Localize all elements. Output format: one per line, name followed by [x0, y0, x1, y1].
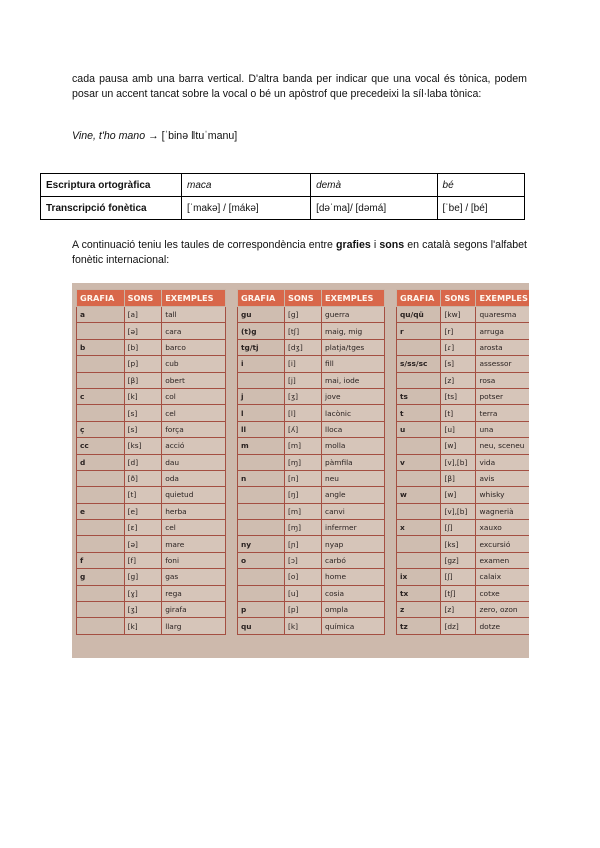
- ipa-table-2: [237, 289, 385, 635]
- example-line: [72, 130, 237, 142]
- table-cell: bé: [437, 174, 524, 197]
- sons-cell: [k]: [124, 388, 162, 404]
- grafia-cell: [77, 520, 125, 536]
- table-row: [77, 454, 226, 470]
- exemple-cell: tall: [162, 307, 226, 323]
- column-header: GRAFIA: [238, 290, 285, 307]
- grafia-cell: [77, 602, 125, 618]
- example-sentence: Vine, t'ho mano: [72, 130, 146, 142]
- example-transcription: [ˈbinə ‖tuˈmanu]: [161, 130, 238, 142]
- exemple-cell: whisky: [476, 487, 529, 503]
- sons-cell: [i]: [284, 356, 321, 372]
- table-row: [397, 552, 530, 568]
- grafia-cell: [238, 569, 285, 585]
- sons-cell: [ʃ]: [441, 520, 476, 536]
- grafia-cell: [77, 372, 125, 388]
- table-row: [238, 470, 385, 486]
- sons-cell: [tʃ]: [441, 585, 476, 601]
- sons-cell: [e]: [124, 503, 162, 519]
- table-row: [397, 470, 530, 486]
- sons-cell: [ʃ]: [441, 569, 476, 585]
- table-row: [397, 503, 530, 519]
- header-row: [238, 290, 385, 307]
- table-row: [77, 405, 226, 421]
- column-header: EXEMPLES: [162, 290, 226, 307]
- table-row: [238, 487, 385, 503]
- exemple-cell: infermer: [322, 520, 385, 536]
- sons-cell: [ɛ]: [124, 520, 162, 536]
- sons-cell: [p]: [284, 602, 321, 618]
- intro-paragraph: cada pausa amb una barra vertical. D'altra banda per indicar que una vocal és tònica, podem posar un accent tancat sobre la vocal o bé un apòstrof que precedeixi la síl·laba tònica:: [72, 73, 527, 100]
- table-row: [41, 197, 525, 220]
- table-row: [397, 585, 530, 601]
- grafia-cell: ix: [397, 569, 441, 585]
- table-row: [77, 585, 226, 601]
- table-row: [397, 372, 530, 388]
- exemple-cell: llarg: [162, 618, 226, 634]
- exemple-cell: carbó: [322, 552, 385, 568]
- table-row: [77, 388, 226, 404]
- sons-cell: [k]: [124, 618, 162, 634]
- bold-sons: sons: [379, 239, 405, 251]
- table-row: [238, 536, 385, 552]
- table-row: [397, 339, 530, 355]
- table-row: [397, 536, 530, 552]
- exemple-cell: quietud: [162, 487, 226, 503]
- exemple-cell: angle: [322, 487, 385, 503]
- sons-cell: [ʒ]: [124, 602, 162, 618]
- exemple-cell: canvi: [322, 503, 385, 519]
- exemple-cell: gas: [162, 569, 226, 585]
- grafia-cell: gu: [238, 307, 285, 323]
- grafia-cell: ny: [238, 536, 285, 552]
- table-row: [397, 438, 530, 454]
- sons-cell: [dʒ]: [284, 339, 321, 355]
- table-row: [41, 174, 525, 197]
- column-header: SONS: [441, 290, 476, 307]
- sons-cell: [ɾ]: [441, 339, 476, 355]
- sons-cell: [m]: [284, 503, 321, 519]
- table-cell: maca: [182, 174, 311, 197]
- table-row: [238, 388, 385, 404]
- exemple-cell: cotxe: [476, 585, 529, 601]
- table-row: [77, 520, 226, 536]
- sons-cell: [ɔ]: [284, 552, 321, 568]
- grafia-cell: u: [397, 421, 441, 437]
- table-row: [77, 503, 226, 519]
- grafia-cell: ll: [238, 421, 285, 437]
- ipa-table-3: [396, 289, 529, 635]
- sons-cell: [j]: [284, 372, 321, 388]
- table-row: [77, 552, 226, 568]
- sons-cell: [ɱ]: [284, 520, 321, 536]
- exemple-cell: rosa: [476, 372, 529, 388]
- table-row: [397, 487, 530, 503]
- grafia-cell: qu/qü: [397, 307, 441, 323]
- sons-cell: [f]: [124, 552, 162, 568]
- table-row: [77, 470, 226, 486]
- grafia-cell: s/ss/sc: [397, 356, 441, 372]
- exemple-cell: neu, sceneu: [476, 438, 529, 454]
- grafia-cell: e: [77, 503, 125, 519]
- sons-cell: [ɲ]: [284, 536, 321, 552]
- exemple-cell: una: [476, 421, 529, 437]
- exemple-cell: guerra: [322, 307, 385, 323]
- table-row: [397, 307, 530, 323]
- grafia-cell: [77, 356, 125, 372]
- exemple-cell: foni: [162, 552, 226, 568]
- exemple-cell: wagnerià: [476, 503, 529, 519]
- sons-cell: [r]: [441, 323, 476, 339]
- grafia-cell: tx: [397, 585, 441, 601]
- exemple-cell: nyap: [322, 536, 385, 552]
- transcription-table: [40, 173, 525, 220]
- exemple-cell: dotze: [476, 618, 529, 634]
- table-row: [397, 388, 530, 404]
- sons-cell: [g]: [124, 569, 162, 585]
- table-row: [238, 356, 385, 372]
- grafia-cell: [238, 454, 285, 470]
- sons-cell: [n]: [284, 470, 321, 486]
- row-label: Transcripció fonètica: [41, 197, 182, 220]
- exemple-cell: arruga: [476, 323, 529, 339]
- grafia-cell: t: [397, 405, 441, 421]
- exemple-cell: ompla: [322, 602, 385, 618]
- sons-cell: [tʃ]: [284, 323, 321, 339]
- column-header: SONS: [284, 290, 321, 307]
- exemple-cell: home: [322, 569, 385, 585]
- sons-cell: [ɱ]: [284, 454, 321, 470]
- sons-cell: [ɣ]: [124, 585, 162, 601]
- grafia-cell: c: [77, 388, 125, 404]
- grafia-cell: z: [397, 602, 441, 618]
- sons-cell: [ʒ]: [284, 388, 321, 404]
- exemple-cell: avis: [476, 470, 529, 486]
- sons-cell: [b]: [124, 339, 162, 355]
- table-row: [77, 487, 226, 503]
- text-after: en català segons l'alfabet fonètic internacional:: [72, 239, 527, 266]
- sons-cell: [v],[b]: [441, 503, 476, 519]
- exemple-cell: excursió: [476, 536, 529, 552]
- grafia-cell: [238, 520, 285, 536]
- table-row: [238, 552, 385, 568]
- exemple-cell: cosia: [322, 585, 385, 601]
- column-header: GRAFIA: [397, 290, 441, 307]
- exemple-cell: assessor: [476, 356, 529, 372]
- table-cell: demà: [311, 174, 437, 197]
- sons-cell: [ə]: [124, 323, 162, 339]
- table-row: [238, 520, 385, 536]
- sons-cell: [d]: [124, 454, 162, 470]
- table-cell: [dəˈma]/ [dəmá]: [311, 197, 437, 220]
- sons-cell: [ŋ]: [284, 487, 321, 503]
- table-row: [77, 602, 226, 618]
- sons-cell: [v],[b]: [441, 454, 476, 470]
- table-row: [397, 405, 530, 421]
- table-row: [238, 323, 385, 339]
- grafia-cell: [397, 503, 441, 519]
- grafia-cell: [397, 339, 441, 355]
- exemple-cell: cel: [162, 405, 226, 421]
- exemple-cell: maig, mig: [322, 323, 385, 339]
- table-row: [238, 339, 385, 355]
- bold-grafies: grafies: [336, 239, 371, 251]
- exemple-cell: lloca: [322, 421, 385, 437]
- grafia-cell: [77, 470, 125, 486]
- exemple-cell: girafa: [162, 602, 226, 618]
- column-header: GRAFIA: [77, 290, 125, 307]
- grafia-cell: [397, 552, 441, 568]
- grafia-cell: p: [238, 602, 285, 618]
- table-row: [397, 520, 530, 536]
- exemple-cell: col: [162, 388, 226, 404]
- exemple-cell: examen: [476, 552, 529, 568]
- sons-cell: [g]: [284, 307, 321, 323]
- sons-cell: [s]: [124, 421, 162, 437]
- ipa-tables-photo: [72, 283, 529, 658]
- grafia-cell: i: [238, 356, 285, 372]
- sons-cell: [t]: [441, 405, 476, 421]
- sons-cell: [ʎ]: [284, 421, 321, 437]
- sons-cell: [u]: [284, 585, 321, 601]
- table-row: [238, 618, 385, 634]
- sons-cell: [ts]: [441, 388, 476, 404]
- grafia-cell: a: [77, 307, 125, 323]
- grafia-cell: (t)g: [238, 323, 285, 339]
- grafia-cell: n: [238, 470, 285, 486]
- exemple-cell: mai, iode: [322, 372, 385, 388]
- sons-cell: [s]: [124, 405, 162, 421]
- exemple-cell: vida: [476, 454, 529, 470]
- grafia-cell: [77, 536, 125, 552]
- column-header: EXEMPLES: [322, 290, 385, 307]
- exemple-cell: oda: [162, 470, 226, 486]
- grafia-cell: [77, 585, 125, 601]
- exemple-cell: jove: [322, 388, 385, 404]
- exemple-cell: zero, ozon: [476, 602, 529, 618]
- grafia-cell: [397, 470, 441, 486]
- table-row: [397, 618, 530, 634]
- text-before: A continuació teniu les taules de correspondència entre: [72, 239, 337, 251]
- table-row: [77, 323, 226, 339]
- exemple-cell: barco: [162, 339, 226, 355]
- arrow: →: [148, 130, 159, 142]
- grafia-cell: tz: [397, 618, 441, 634]
- table-row: [397, 356, 530, 372]
- grafia-cell: b: [77, 339, 125, 355]
- grafia-cell: qu: [238, 618, 285, 634]
- grafia-cell: o: [238, 552, 285, 568]
- grafia-cell: [77, 323, 125, 339]
- grafia-cell: v: [397, 454, 441, 470]
- sons-cell: [ð]: [124, 470, 162, 486]
- grafia-cell: cc: [77, 438, 125, 454]
- table-row: [238, 454, 385, 470]
- table-row: [238, 569, 385, 585]
- exemple-cell: dau: [162, 454, 226, 470]
- table-row: [77, 372, 226, 388]
- exemple-cell: platja/tges: [322, 339, 385, 355]
- exemple-cell: fill: [322, 356, 385, 372]
- grafia-cell: [238, 372, 285, 388]
- grafia-cell: w: [397, 487, 441, 503]
- grafia-cell: [77, 618, 125, 634]
- grafia-cell: [397, 438, 441, 454]
- table-row: [397, 323, 530, 339]
- sons-cell: [o]: [284, 569, 321, 585]
- sons-cell: [z]: [441, 602, 476, 618]
- table-row: [77, 339, 226, 355]
- table-row: [238, 307, 385, 323]
- column-header: EXEMPLES: [476, 290, 529, 307]
- sons-cell: [a]: [124, 307, 162, 323]
- grafia-cell: g: [77, 569, 125, 585]
- header-row: [77, 290, 226, 307]
- grafia-cell: x: [397, 520, 441, 536]
- sons-cell: [z]: [441, 372, 476, 388]
- table-row: [238, 503, 385, 519]
- exemple-cell: quaresma: [476, 307, 529, 323]
- table-row: [238, 372, 385, 388]
- grafia-cell: [238, 487, 285, 503]
- intro-tables-paragraph: [72, 238, 527, 268]
- exemple-cell: xauxo: [476, 520, 529, 536]
- grafia-cell: [77, 405, 125, 421]
- table-row: [238, 405, 385, 421]
- grafia-cell: d: [77, 454, 125, 470]
- sons-cell: [gz]: [441, 552, 476, 568]
- sons-cell: [p]: [124, 356, 162, 372]
- grafia-cell: l: [238, 405, 285, 421]
- exemple-cell: cel: [162, 520, 226, 536]
- table-row: [77, 356, 226, 372]
- grafia-cell: [77, 487, 125, 503]
- exemple-cell: força: [162, 421, 226, 437]
- exemple-cell: terra: [476, 405, 529, 421]
- table-cell: [ˈmakə] / [mákə]: [182, 197, 311, 220]
- table-row: [397, 421, 530, 437]
- sons-cell: [w]: [441, 487, 476, 503]
- row-label: Escriptura ortogràfica: [41, 174, 182, 197]
- sons-cell: [β]: [124, 372, 162, 388]
- sons-cell: [u]: [441, 421, 476, 437]
- sons-cell: [ks]: [441, 536, 476, 552]
- exemple-cell: química: [322, 618, 385, 634]
- grafia-cell: [238, 503, 285, 519]
- sons-cell: [β]: [441, 470, 476, 486]
- exemple-cell: cub: [162, 356, 226, 372]
- grafia-cell: [238, 585, 285, 601]
- table-row: [238, 421, 385, 437]
- exemple-cell: herba: [162, 503, 226, 519]
- table-row: [77, 421, 226, 437]
- column-header: SONS: [124, 290, 162, 307]
- table-row: [77, 618, 226, 634]
- grafia-cell: ts: [397, 388, 441, 404]
- exemple-cell: neu: [322, 470, 385, 486]
- table-row: [77, 569, 226, 585]
- table-row: [397, 454, 530, 470]
- sons-cell: [dz]: [441, 618, 476, 634]
- ipa-table-1: [76, 289, 226, 635]
- exemple-cell: calaix: [476, 569, 529, 585]
- exemple-cell: rega: [162, 585, 226, 601]
- exemple-cell: lacònic: [322, 405, 385, 421]
- exemple-cell: acció: [162, 438, 226, 454]
- exemple-cell: cara: [162, 323, 226, 339]
- sons-cell: [kw]: [441, 307, 476, 323]
- table-row: [77, 307, 226, 323]
- sons-cell: [ə]: [124, 536, 162, 552]
- table-row: [397, 569, 530, 585]
- sons-cell: [t]: [124, 487, 162, 503]
- table-row: [77, 438, 226, 454]
- grafia-cell: f: [77, 552, 125, 568]
- sons-cell: [ks]: [124, 438, 162, 454]
- table-cell: [ˈbe] / [bé]: [437, 197, 524, 220]
- grafia-cell: [397, 536, 441, 552]
- sons-cell: [w]: [441, 438, 476, 454]
- exemple-cell: mare: [162, 536, 226, 552]
- sons-cell: [l]: [284, 405, 321, 421]
- grafia-cell: ç: [77, 421, 125, 437]
- table-row: [238, 438, 385, 454]
- exemple-cell: arosta: [476, 339, 529, 355]
- grafia-cell: r: [397, 323, 441, 339]
- exemple-cell: potser: [476, 388, 529, 404]
- exemple-cell: molla: [322, 438, 385, 454]
- sons-cell: [m]: [284, 438, 321, 454]
- text-mid: i: [370, 239, 380, 251]
- table-row: [77, 536, 226, 552]
- exemple-cell: pàmfila: [322, 454, 385, 470]
- table-row: [397, 602, 530, 618]
- grafia-cell: tg/tj: [238, 339, 285, 355]
- exemple-cell: obert: [162, 372, 226, 388]
- sons-cell: [s]: [441, 356, 476, 372]
- grafia-cell: m: [238, 438, 285, 454]
- grafia-cell: j: [238, 388, 285, 404]
- header-row: [397, 290, 530, 307]
- sons-cell: [k]: [284, 618, 321, 634]
- table-row: [238, 602, 385, 618]
- table-row: [238, 585, 385, 601]
- grafia-cell: [397, 372, 441, 388]
